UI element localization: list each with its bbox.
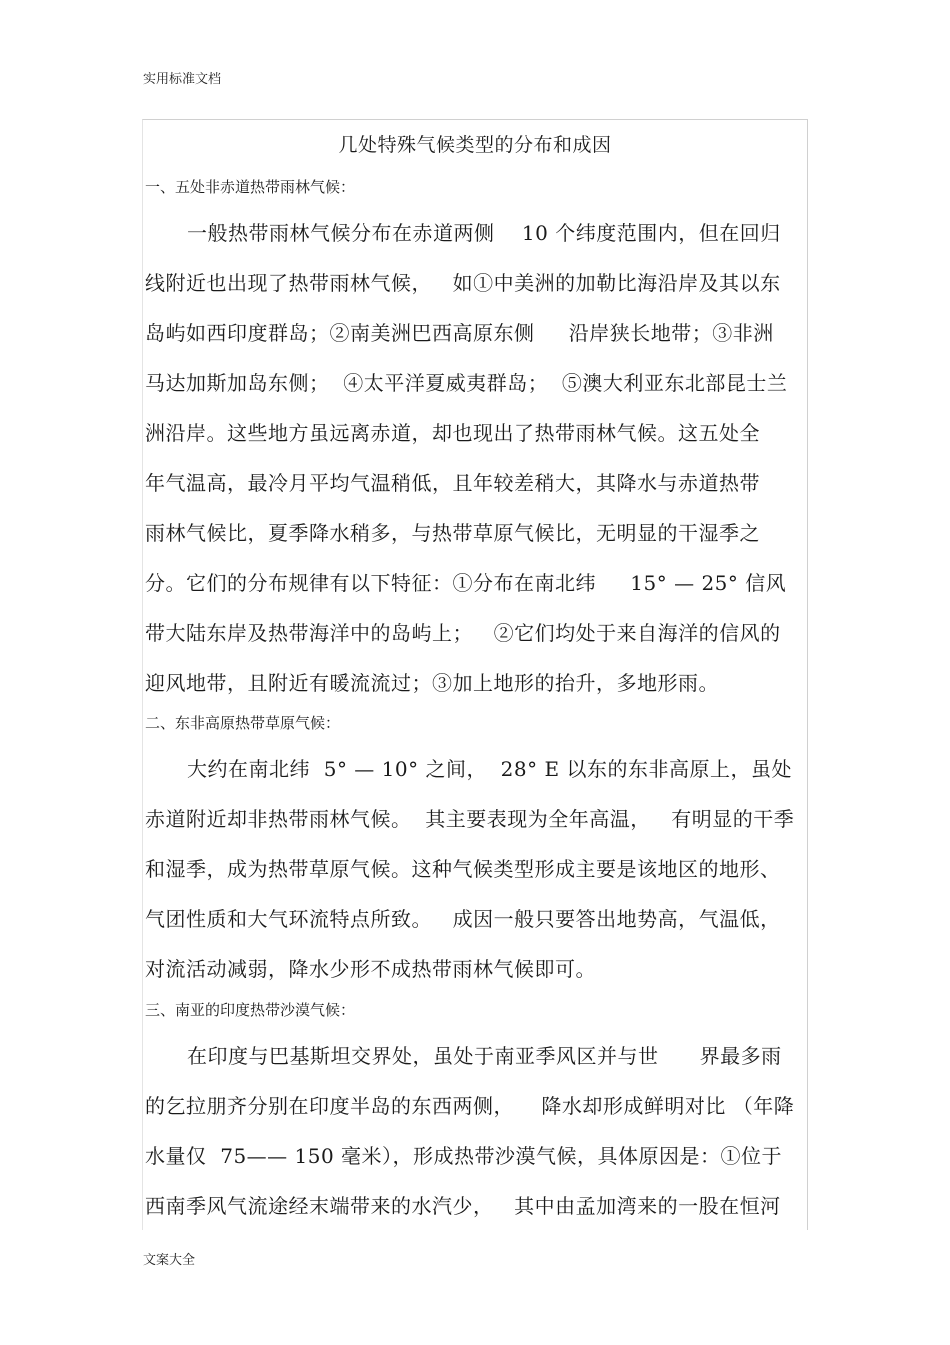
- paragraph-line: 水量仅 75—— 150 毫米），形成热带沙漠气候，具体原因是：①位于: [145, 1144, 783, 1168]
- paragraph-line: 雨林气候比，夏季降水稍多，与热带草原气候比，无明显的干湿季之: [145, 521, 760, 545]
- page-header: 实用标准文档: [143, 72, 222, 87]
- section-2-heading: 二、东非高原热带草原气候：: [145, 714, 341, 732]
- paragraph-line: 洲沿岸。这些地方虽远离赤道，却也现出了热带雨林气候。这五处全: [145, 421, 760, 445]
- section-1-heading: 一、五处非赤道热带雨林气候：: [145, 178, 356, 196]
- paragraph-line: 线附近也出现了热带雨林气候， 如①中美洲的加勒比海沿岸及其以东: [145, 271, 781, 295]
- paragraph-line: 对流活动减弱，降水少形不成热带雨林气候即可。: [145, 957, 596, 981]
- paragraph-line: 气团性质和大气环流特点所致。 成因一般只要答出地势高，气温低，: [145, 907, 781, 931]
- page-footer: 文案大全: [143, 1253, 196, 1268]
- paragraph-line: 带大陆东岸及热带海洋中的岛屿上； ②它们均处于来自海洋的信风的: [145, 621, 781, 645]
- document-title: 几处特殊气候类型的分布和成因: [338, 134, 612, 156]
- paragraph-line: 赤道附近却非热带雨林气候。 其主要表现为全年高温， 有明显的干季: [145, 807, 795, 831]
- paragraph-line: 马达加斯加岛东侧； ④太平洋夏威夷群岛； ⑤澳大利亚东北部昆士兰: [145, 371, 788, 395]
- paragraph-line: 大约在南北纬 5° — 10° 之间， 28° E 以东的东非高原上，虽处: [187, 757, 792, 781]
- paragraph-line: 的乞拉朋齐分别在印度半岛的东西两侧， 降水却形成鲜明对比 （年降: [145, 1094, 795, 1118]
- paragraph-line: 一般热带雨林气候分布在赤道两侧 10 个纬度范围内，但在回归: [187, 221, 781, 245]
- paragraph-line: 年气温高，最冷月平均气温稍低，且年较差稍大，其降水与赤道热带: [145, 471, 760, 495]
- paragraph-line: 分。它们的分布规律有以下特征：①分布在南北纬 15° — 25° 信风: [145, 571, 787, 595]
- paragraph-line: 在印度与巴基斯坦交界处，虽处于南亚季风区并与世 界最多雨: [187, 1044, 782, 1068]
- paragraph-line: 岛屿如西印度群岛；②南美洲巴西高原东侧 沿岸狭长地带；③非洲: [145, 321, 774, 345]
- paragraph-line: 和湿季，成为热带草原气候。这种气候类型形成主要是该地区的地形、: [145, 857, 781, 881]
- section-3-heading: 三、南亚的印度热带沙漠气候：: [145, 1001, 356, 1019]
- paragraph-line: 迎风地带，且附近有暖流流过；③加上地形的抬升，多地形雨。: [145, 671, 719, 695]
- paragraph-line: 西南季风气流途经末端带来的水汽少， 其中由孟加湾来的一股在恒河: [145, 1194, 781, 1218]
